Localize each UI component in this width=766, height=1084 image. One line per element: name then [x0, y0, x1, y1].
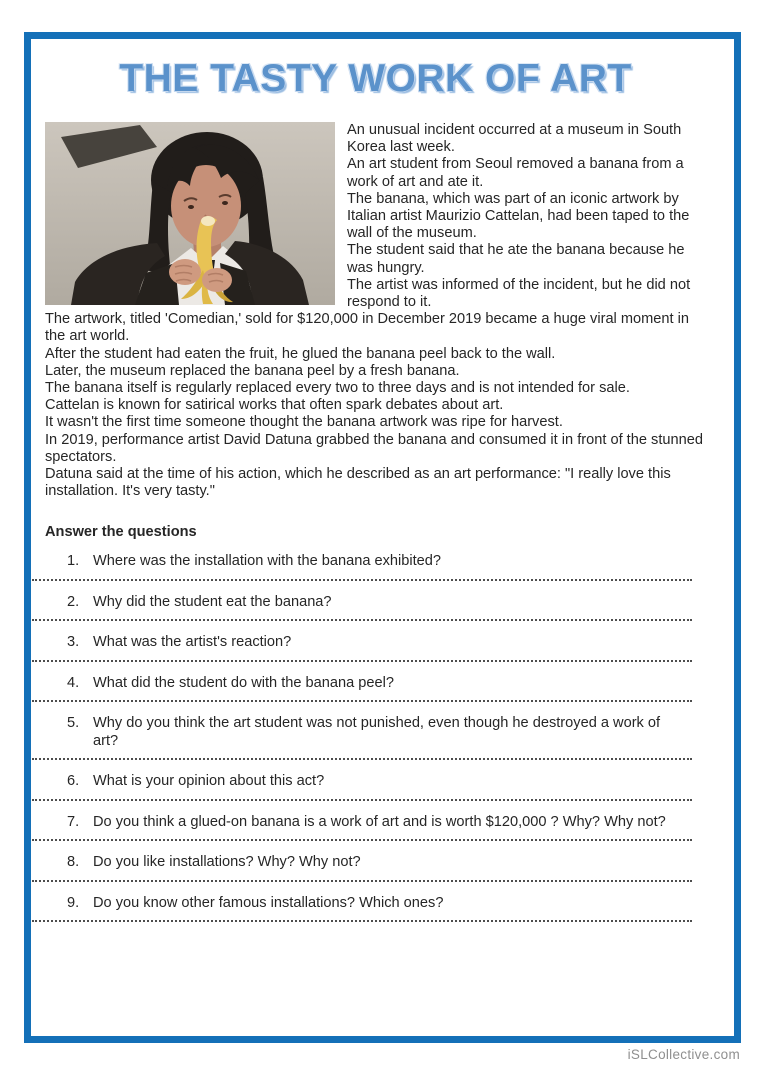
answer-line: [32, 577, 692, 581]
article-sentence: An unusual incident occurred at a museum in South Korea last week.: [347, 122, 682, 156]
article-sentence: Datuna said at the time of his action, which he described as an art performance: "I really love this installation. It's very tasty.": [45, 466, 671, 500]
article-column-text: [347, 122, 706, 311]
answer-line: [32, 878, 692, 882]
article-sentence: The banana itself is regularly replaced every two to three days and is not intended for sale.: [45, 380, 630, 397]
answer-line: [32, 797, 692, 801]
question-number: 2.: [67, 593, 80, 610]
question-text: What was the artist's reaction?: [93, 634, 292, 651]
question-number: 4.: [67, 674, 80, 691]
student-eating-banana-photo: [45, 122, 335, 305]
question-number: 3.: [67, 634, 80, 651]
questions-list: [45, 553, 706, 922]
article-sentence: An art student from Seoul removed a banana from a work of art and ate it.: [347, 156, 684, 190]
question-item: [45, 594, 706, 622]
question-item: [45, 773, 706, 801]
article-top-row: [45, 122, 706, 311]
answer-line: [32, 918, 692, 922]
questions-heading: Answer the questions: [45, 524, 197, 541]
article-sentence: The student said that he ate the banana because he was hungry.: [347, 242, 685, 276]
question-item: [45, 715, 706, 760]
article-sentence: Later, the museum replaced the banana peel by a fresh banana.: [45, 362, 460, 379]
question-item: [45, 895, 706, 923]
question-number: 8.: [67, 854, 80, 871]
article-sentence: The banana, which was part of an iconic artwork by Italian artist Maurizio Cattelan, had been taped to the wall of the museum.: [347, 190, 690, 242]
answer-line: [32, 698, 692, 702]
question-item: [45, 854, 706, 882]
worksheet-content: [31, 39, 734, 922]
article-sentence: The artwork, titled 'Comedian,' sold for $120,000 in December 2019 became a huge viral moment in the art world.: [45, 311, 689, 345]
question-number: 5.: [67, 715, 80, 732]
question-text: Do you know other famous installations? Which ones?: [93, 894, 444, 911]
question-text: What is your opinion about this act?: [93, 773, 325, 790]
islcollective-watermark: iSLCollective.com: [627, 1047, 740, 1062]
worksheet-frame: [24, 32, 741, 1043]
question-text: Do you like installations? Why? Why not?: [93, 854, 361, 871]
question-text: Why do you think the art student was not punished, even though he destroyed a work of art?: [93, 715, 661, 749]
page-title: THE TASTY WORK OF ART: [119, 57, 632, 100]
question-number: 6.: [67, 773, 80, 790]
question-number: 1.: [67, 553, 80, 570]
article-full-width-text: [45, 311, 706, 500]
answer-line: [32, 756, 692, 760]
question-number: 7.: [67, 813, 80, 830]
question-item: [45, 634, 706, 662]
article-sentence: Cattelan is known for satirical works that often spark debates about art.: [45, 397, 504, 414]
question-item: [45, 814, 706, 842]
photo-illustration: [45, 122, 335, 305]
question-text: Do you think a glued-on banana is a work of art and is worth $120,000 ? Why? Why not?: [93, 813, 666, 830]
question-text: Why did the student eat the banana?: [93, 593, 332, 610]
article-sentence: After the student had eaten the fruit, he glued the banana peel back to the wall.: [45, 345, 556, 362]
question-item: [45, 675, 706, 703]
answer-line: [32, 617, 692, 621]
question-text: Where was the installation with the banana exhibited?: [93, 553, 442, 570]
question-text: What did the student do with the banana peel?: [93, 674, 395, 691]
question-item: [45, 553, 706, 581]
answer-line: [32, 837, 692, 841]
answer-line: [32, 658, 692, 662]
article-sentence: The artist was informed of the incident, but he did not respond to it.: [347, 276, 691, 311]
article-sentence: It wasn't the first time someone thought the banana artwork was ripe for harvest.: [45, 414, 563, 431]
article-sentence: In 2019, performance artist David Datuna grabbed the banana and consumed it in front of the stunned spectators.: [45, 431, 703, 465]
question-number: 9.: [67, 894, 80, 911]
